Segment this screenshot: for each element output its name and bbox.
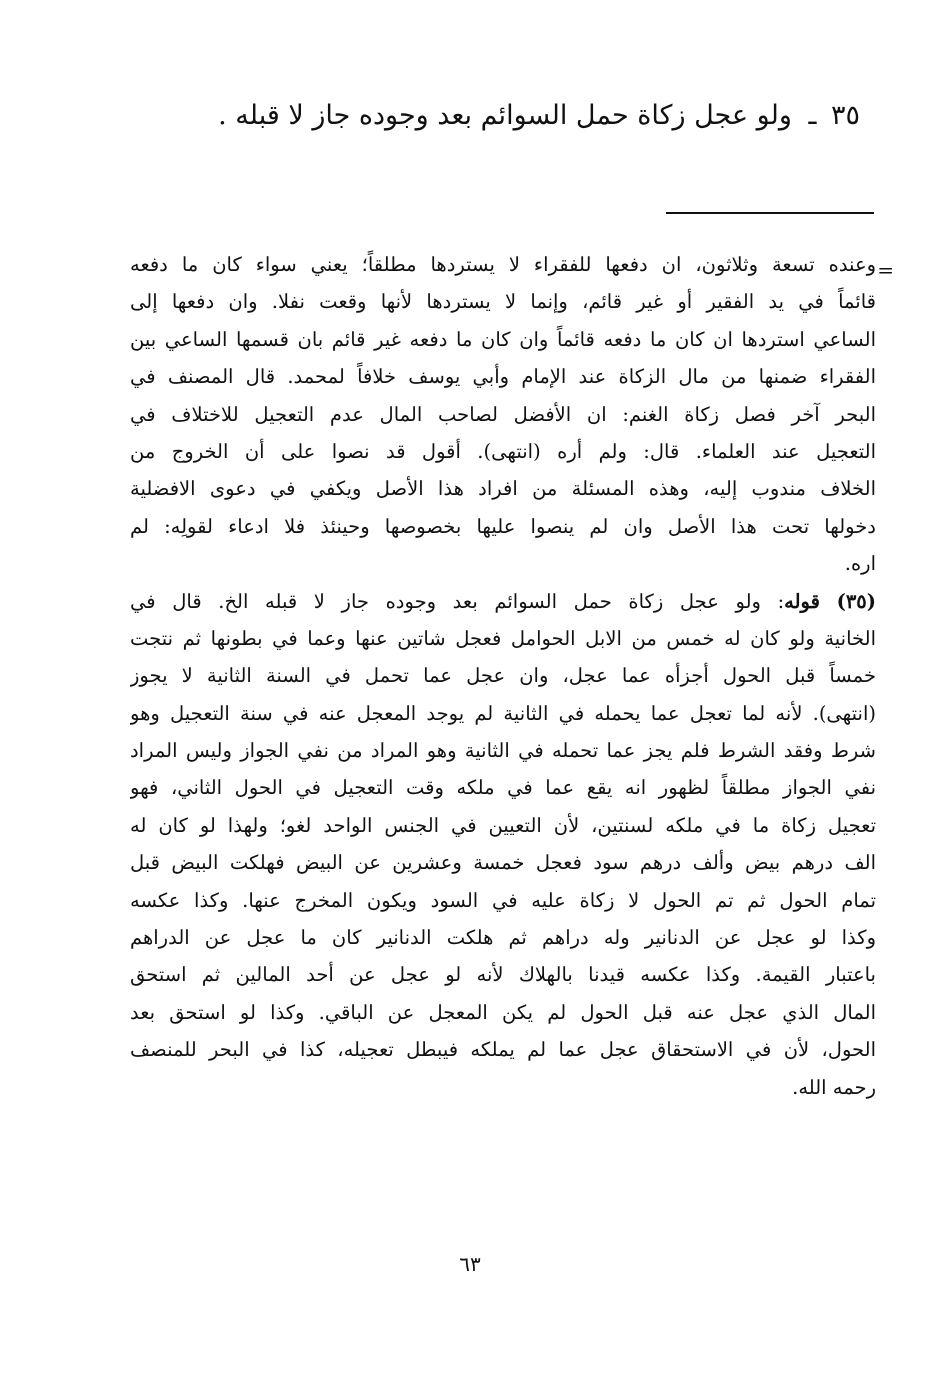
footnotes-block	[130, 246, 876, 1106]
footnote-line: وكذا لو عجل عن الدنانير وله دراهم ثم هلكت الدنانير كان ما عجل عن الدراهم	[130, 926, 876, 950]
matn-dash: ـ	[808, 100, 817, 131]
footnote-line: التعجيل عند العلماء. قال: ولم أره (انتهى). أقول قد نصوا على أن الخروج من	[130, 439, 876, 463]
footnote-line: الساعي استردها ان كان ما دفعه قائماً وان كان ما دفعه غير قائم بان قسمها الساعي بين	[130, 327, 876, 351]
footnote-line: البحر آخر فصل زكاة الغنم: ان الأفضل لصاحب المال عدم التعجيل للاختلاف في	[130, 402, 876, 426]
footnote-line: قائماً في يد الفقير أو غير قائم، وإنما لا يستردها لأنها وقعت نفلا. وان دفعها إلى	[130, 290, 876, 314]
continuation-mark: =	[877, 258, 894, 282]
main-text-line	[100, 96, 860, 136]
page-number: ٦٣	[459, 1252, 481, 1276]
footnote-line: الفقراء ضمنها من مال الزكاة عند الإمام وأبي يوسف خلافاً لمحمد. قال المصنف في	[130, 365, 876, 389]
matn-text: ولو عجل زكاة حمل السوائم بعد وجوده جاز لا قبله .	[218, 100, 792, 131]
footnote-line: الخانية ولو كان له خمس من الابل الحوامل فعجل شاتين عنها وعما في بطونها ثم نتجت	[130, 626, 876, 650]
footnote-35	[130, 583, 876, 1106]
footnote-first-line-text: : ولو عجل زكاة حمل السوائم بعد وجوده جاز لا قبله الخ. قال في	[130, 589, 785, 613]
footnote-line: رحمه الله.	[792, 1075, 876, 1099]
footnote-continued	[130, 246, 876, 583]
matn-number: ٣٥	[830, 100, 860, 131]
footnote-line: شرط وفقد الشرط فلم يجز عما تحمله في الثانية وهو المراد من نفي الجواز وليس المراد	[130, 739, 876, 763]
footnote-line: الخلاف مندوب إليه، وهذه المسئلة من افراد هذا الأصل ويكفي في دعوى الافضلية	[130, 477, 876, 501]
footnote-line: وعنده تسعة وثلاثون، ان دفعها للفقراء لا يستردها مطلقاً؛ يعني سواء كان ما دفعه	[130, 253, 876, 276]
footnote-line: باعتبار القيمة. وكذا عكسه قيدنا بالهلاك لأنه لو عجل عن أحد المالين ثم استحق	[130, 963, 876, 987]
footnote-line: دخولها تحت هذا الأصل وان لم ينصوا عليها بخصوصها وحينئذ فلا ادعاء لقولِه: لم	[130, 514, 876, 538]
footnote-line: الف درهم بيض وألف درهم سود فعجل خمسة وعشرين عن البيض فهلكت البيض قبل	[130, 851, 876, 875]
footnote-line	[130, 583, 876, 620]
footnote-line: تمام الحول ثم تم الحول لا زكاة عليه في السود ويكون المخرج عنها. وكذا عكسه	[130, 888, 876, 912]
footnote-lead-word: قوله	[784, 589, 820, 613]
footnote-line: اره.	[844, 552, 876, 576]
footnote-line: (انتهى). لأنه لما تعجل عما يحمله في الثانية لم يوجد المعجل عنه في سنة التعجيل وهو	[130, 701, 876, 725]
footnote-line: المال الذي عجل عنه قبل الحول لم يكن المعجل عن الباقي. وكذا لو استحق بعد	[130, 1000, 876, 1024]
footnote-number: (٣٥)	[836, 589, 876, 613]
footnote-line: الحول، لأن في الاستحقاق عجل عما لم يملكه فيبطل تعجيله، كذا في البحر للمنصف	[130, 1038, 876, 1062]
footnote-line: تعجيل زكاة ما في ملكه لسنتين، لأن التعيين في الجنس الواحد لغو؛ ولهذا لو كان له	[130, 813, 876, 837]
footnote-line: نفي الجواز مطلقاً لظهور انه يقع عما في ملكه وقت التعجيل في الحول الثاني، فهو	[130, 776, 876, 800]
footnote-line: خمساً قبل الحول أجزأه عما عجل، وان عجل عما تحمل في السنة الثانية لا يجوز	[130, 664, 876, 688]
footnote-separator	[666, 212, 874, 214]
